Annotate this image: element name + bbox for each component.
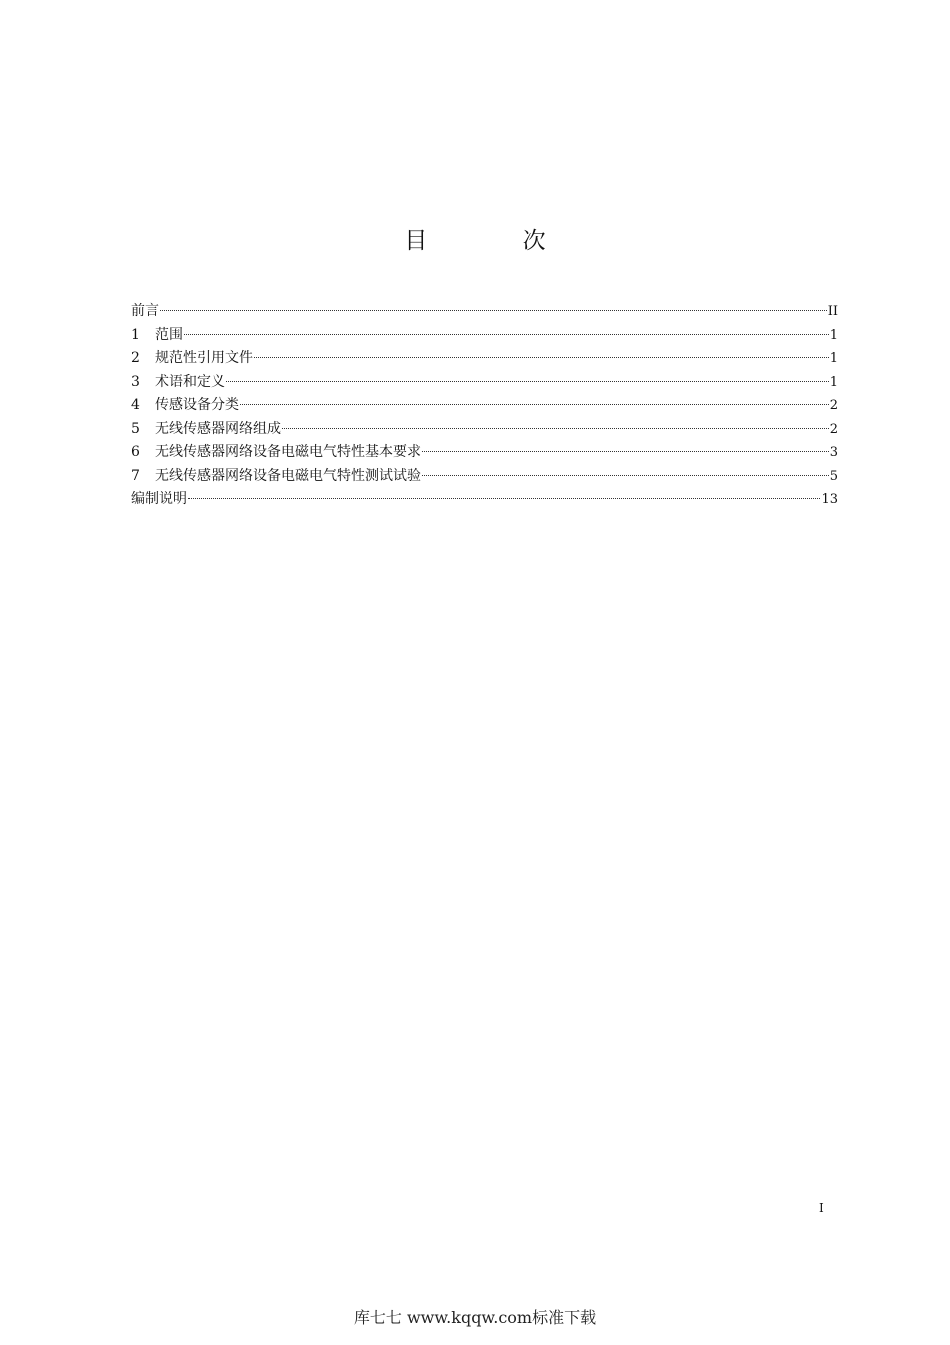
toc-dot-leader xyxy=(184,334,829,335)
toc-entry-page: 3 xyxy=(829,445,838,460)
toc-dot-leader xyxy=(254,357,829,358)
toc-entry-number: 2 xyxy=(131,350,140,366)
toc-entry-device-classification[interactable] xyxy=(131,394,838,418)
toc-title: 目 次 xyxy=(404,228,590,254)
toc-entry-label: 范围 xyxy=(155,326,183,343)
page-number: I xyxy=(819,1201,824,1215)
toc-dot-leader xyxy=(422,475,829,476)
toc-entry-scope[interactable] xyxy=(131,324,838,348)
toc-entry-compilation-notes[interactable] xyxy=(131,488,838,512)
toc-entry-label: 规范性引用文件 xyxy=(155,350,253,366)
toc-entry-number: 1 xyxy=(131,326,140,343)
toc-entry-foreword[interactable] xyxy=(131,300,838,324)
toc-entry-label: 无线传感器网络组成 xyxy=(155,420,281,437)
toc-entry-test-experiments[interactable] xyxy=(131,465,838,489)
toc-dot-leader xyxy=(282,428,829,429)
toc-entry-number: 6 xyxy=(131,444,140,460)
toc-entry-page: 2 xyxy=(829,421,838,437)
toc-dot-leader xyxy=(240,404,829,405)
toc-entry-number: 3 xyxy=(131,373,140,390)
toc-entry-label: 术语和定义 xyxy=(155,373,225,390)
toc-entry-number: 4 xyxy=(131,397,140,413)
toc-entry-page: 13 xyxy=(821,492,838,507)
toc-entry-network-composition[interactable] xyxy=(131,418,838,442)
toc-entry-label: 无线传感器网络设备电磁电气特性基本要求 xyxy=(155,444,421,460)
toc-dot-leader xyxy=(226,381,829,382)
footer-watermark: 库七七 www.kqqw.com标准下载 xyxy=(353,1308,597,1327)
toc-entry-page: 2 xyxy=(829,398,838,413)
toc-entry-page: 1 xyxy=(829,351,838,366)
toc-entry-page: 5 xyxy=(829,468,838,484)
toc-entry-normative-references[interactable] xyxy=(131,347,838,371)
toc-entry-label: 无线传感器网络设备电磁电气特性测试试验 xyxy=(155,467,421,484)
toc-entry-basic-requirements[interactable] xyxy=(131,441,838,465)
toc-entry-page: 1 xyxy=(829,374,838,390)
table-of-contents xyxy=(131,300,838,512)
toc-entry-terms-definitions[interactable] xyxy=(131,371,838,395)
toc-dot-leader xyxy=(188,498,820,499)
toc-entry-page: II xyxy=(827,304,838,319)
toc-dot-leader xyxy=(422,451,829,452)
toc-entry-label: 前言 xyxy=(131,303,159,319)
toc-entry-label: 编制说明 xyxy=(131,491,187,507)
toc-entry-number: 7 xyxy=(131,467,140,484)
toc-dot-leader xyxy=(160,310,827,311)
toc-entry-page: 1 xyxy=(829,327,838,343)
toc-entry-number: 5 xyxy=(131,420,140,437)
toc-entry-label: 传感设备分类 xyxy=(155,397,239,413)
